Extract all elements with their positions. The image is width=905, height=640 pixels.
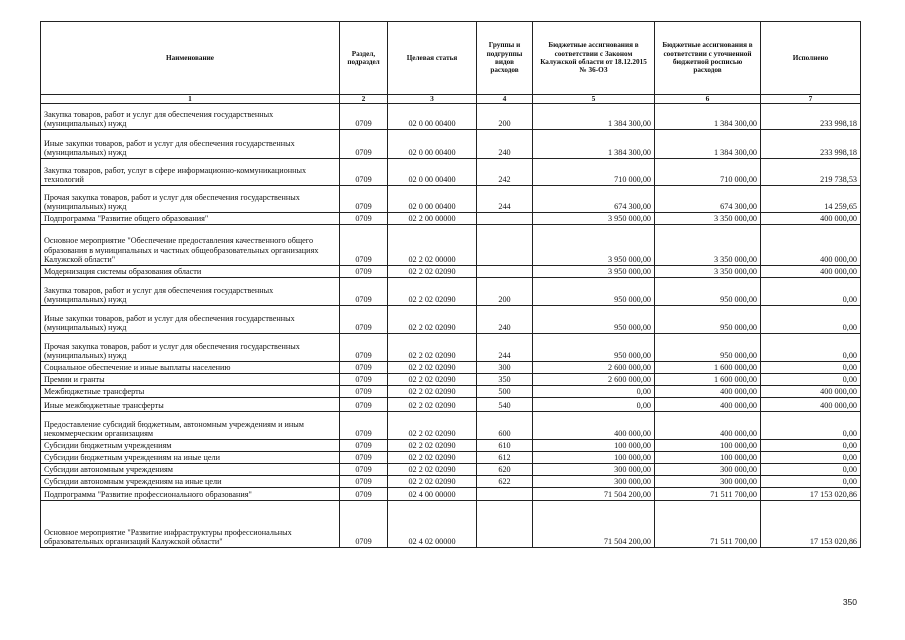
cell-section: 0709 (340, 225, 388, 266)
table-row (41, 186, 861, 213)
cell-law-appropriations: 71 504 200,00 (533, 488, 655, 501)
cell-law-appropriations: 100 000,00 (533, 452, 655, 464)
cell-refined-appropriations: 71 511 700,00 (655, 488, 761, 501)
cell-law-appropriations: 400 000,00 (533, 412, 655, 440)
cell-section: 0709 (340, 374, 388, 386)
cell-refined-appropriations: 300 000,00 (655, 476, 761, 488)
table-header-row (41, 22, 861, 95)
cell-name: Межбюджетные трансферты (41, 386, 340, 398)
cell-executed: 0,00 (761, 362, 861, 374)
cell-law-appropriations: 1 384 300,00 (533, 130, 655, 159)
cell-name: Прочая закупка товаров, работ и услуг для обеспечения государственных (муниципальных) нужд (41, 186, 340, 213)
cell-section: 0709 (340, 501, 388, 548)
cell-target-article: 02 2 00 00000 (388, 213, 477, 225)
cell-section: 0709 (340, 104, 388, 130)
header-section: Раздел, подраздел (340, 22, 388, 95)
cell-refined-appropriations: 71 511 700,00 (655, 501, 761, 548)
cell-executed: 400 000,00 (761, 266, 861, 278)
cell-refined-appropriations: 3 350 000,00 (655, 213, 761, 225)
cell-law-appropriations: 3 950 000,00 (533, 225, 655, 266)
cell-refined-appropriations: 674 300,00 (655, 186, 761, 213)
cell-expense-group: 610 (477, 440, 533, 452)
column-number: 3 (388, 95, 477, 104)
cell-refined-appropriations: 400 000,00 (655, 398, 761, 412)
table-row (41, 476, 861, 488)
cell-executed: 400 000,00 (761, 386, 861, 398)
cell-executed: 0,00 (761, 334, 861, 362)
cell-section: 0709 (340, 306, 388, 334)
cell-section: 0709 (340, 186, 388, 213)
column-number: 1 (41, 95, 340, 104)
cell-expense-group: 200 (477, 278, 533, 306)
cell-executed: 219 738,53 (761, 159, 861, 186)
cell-law-appropriations: 3 950 000,00 (533, 213, 655, 225)
table-row (41, 501, 861, 548)
cell-name: Основное мероприятие "Обеспечение предоставления качественного общего образования в муниципальных и частных общеобразовательных организациях Калужской области" (41, 225, 340, 266)
cell-target-article: 02 0 00 00400 (388, 130, 477, 159)
cell-expense-group: 350 (477, 374, 533, 386)
cell-section: 0709 (340, 412, 388, 440)
cell-expense-group: 244 (477, 334, 533, 362)
cell-law-appropriations: 950 000,00 (533, 306, 655, 334)
cell-executed: 0,00 (761, 476, 861, 488)
cell-expense-group: 622 (477, 476, 533, 488)
cell-expense-group (477, 488, 533, 501)
cell-section: 0709 (340, 440, 388, 452)
cell-expense-group (477, 501, 533, 548)
cell-refined-appropriations: 3 350 000,00 (655, 225, 761, 266)
cell-section: 0709 (340, 213, 388, 225)
cell-refined-appropriations: 1 384 300,00 (655, 130, 761, 159)
header-target-article: Целевая статья (388, 22, 477, 95)
table-row (41, 464, 861, 476)
cell-target-article: 02 0 00 00400 (388, 186, 477, 213)
cell-executed: 14 259,65 (761, 186, 861, 213)
cell-expense-group (477, 213, 533, 225)
cell-target-article: 02 2 02 02090 (388, 278, 477, 306)
cell-refined-appropriations: 400 000,00 (655, 412, 761, 440)
cell-name: Субсидии автономным учреждениям (41, 464, 340, 476)
cell-law-appropriations: 300 000,00 (533, 464, 655, 476)
table-row (41, 213, 861, 225)
cell-target-article: 02 4 00 00000 (388, 488, 477, 501)
cell-name: Подпрограмма "Развитие общего образования" (41, 213, 340, 225)
page-number: 350 (842, 597, 857, 607)
cell-target-article: 02 2 02 00000 (388, 225, 477, 266)
cell-name: Закупка товаров, работ и услуг для обеспечения государственных (муниципальных) нужд (41, 278, 340, 306)
cell-target-article: 02 0 00 00400 (388, 104, 477, 130)
cell-section: 0709 (340, 278, 388, 306)
cell-name: Субсидии автономным учреждениям на иные цели (41, 476, 340, 488)
cell-executed: 233 998,18 (761, 130, 861, 159)
column-number: 2 (340, 95, 388, 104)
cell-section: 0709 (340, 159, 388, 186)
cell-name: Иные закупки товаров, работ и услуг для обеспечения государственных (муниципальных) нужд (41, 130, 340, 159)
cell-expense-group: 240 (477, 306, 533, 334)
table-row (41, 159, 861, 186)
cell-executed: 233 998,18 (761, 104, 861, 130)
cell-section: 0709 (340, 130, 388, 159)
cell-name: Закупка товаров, работ, услуг в сфере информационно-коммуникационных технологий (41, 159, 340, 186)
cell-law-appropriations: 71 504 200,00 (533, 501, 655, 548)
cell-target-article: 02 2 02 02090 (388, 476, 477, 488)
header-law-appropriations: Бюджетные ассигнования в соответствии с Законом Калужской области от 18.12.2015 № 36-ОЗ (533, 22, 655, 95)
cell-executed: 0,00 (761, 440, 861, 452)
table-row (41, 266, 861, 278)
cell-section: 0709 (340, 398, 388, 412)
cell-name: Модернизация системы образования области (41, 266, 340, 278)
cell-expense-group (477, 225, 533, 266)
cell-section: 0709 (340, 386, 388, 398)
cell-expense-group: 242 (477, 159, 533, 186)
cell-refined-appropriations: 950 000,00 (655, 306, 761, 334)
cell-name: Иные межбюджетные трансферты (41, 398, 340, 412)
cell-name: Социальное обеспечение и иные выплаты населению (41, 362, 340, 374)
budget-table-sheet (40, 21, 860, 548)
column-number: 7 (761, 95, 861, 104)
column-number: 4 (477, 95, 533, 104)
cell-name: Прочая закупка товаров, работ и услуг для обеспечения государственных (муниципальных) нужд (41, 334, 340, 362)
budget-execution-table (40, 21, 861, 548)
cell-target-article: 02 2 02 02090 (388, 452, 477, 464)
cell-expense-group: 620 (477, 464, 533, 476)
cell-law-appropriations: 710 000,00 (533, 159, 655, 186)
cell-executed: 400 000,00 (761, 225, 861, 266)
cell-section: 0709 (340, 452, 388, 464)
cell-expense-group: 500 (477, 386, 533, 398)
cell-executed: 0,00 (761, 412, 861, 440)
table-row (41, 386, 861, 398)
table-row (41, 412, 861, 440)
table-row (41, 334, 861, 362)
cell-target-article: 02 4 02 00000 (388, 501, 477, 548)
header-expense-group: Группы и подгруппы видов расходов (477, 22, 533, 95)
cell-law-appropriations: 950 000,00 (533, 278, 655, 306)
table-row (41, 278, 861, 306)
cell-expense-group (477, 266, 533, 278)
cell-executed: 0,00 (761, 464, 861, 476)
cell-expense-group: 244 (477, 186, 533, 213)
cell-target-article: 02 2 02 02090 (388, 306, 477, 334)
column-number-row (41, 95, 861, 104)
cell-name: Предоставление субсидий бюджетным, автономным учреждениям и иным некоммерческим организациям (41, 412, 340, 440)
cell-law-appropriations: 100 000,00 (533, 440, 655, 452)
cell-name: Премии и гранты (41, 374, 340, 386)
table-row (41, 225, 861, 266)
cell-expense-group: 600 (477, 412, 533, 440)
cell-name: Субсидии бюджетным учреждениям (41, 440, 340, 452)
cell-target-article: 02 2 02 02090 (388, 334, 477, 362)
cell-name: Иные закупки товаров, работ и услуг для обеспечения государственных (муниципальных) нужд (41, 306, 340, 334)
table-row (41, 398, 861, 412)
cell-refined-appropriations: 400 000,00 (655, 386, 761, 398)
table-row (41, 362, 861, 374)
cell-refined-appropriations: 300 000,00 (655, 464, 761, 476)
cell-name: Подпрограмма "Развитие профессионального образования" (41, 488, 340, 501)
table-row (41, 452, 861, 464)
table-row (41, 488, 861, 501)
cell-refined-appropriations: 1 600 000,00 (655, 362, 761, 374)
cell-executed: 0,00 (761, 374, 861, 386)
cell-expense-group: 300 (477, 362, 533, 374)
cell-target-article: 02 2 02 02090 (388, 374, 477, 386)
column-number: 6 (655, 95, 761, 104)
cell-target-article: 02 2 02 02090 (388, 362, 477, 374)
cell-law-appropriations: 950 000,00 (533, 334, 655, 362)
cell-expense-group: 612 (477, 452, 533, 464)
cell-executed: 400 000,00 (761, 398, 861, 412)
cell-target-article: 02 2 02 02090 (388, 386, 477, 398)
cell-law-appropriations: 300 000,00 (533, 476, 655, 488)
cell-target-article: 02 2 02 02090 (388, 412, 477, 440)
cell-name: Закупка товаров, работ и услуг для обеспечения государственных (муниципальных) нужд (41, 104, 340, 130)
cell-executed: 0,00 (761, 278, 861, 306)
cell-executed: 0,00 (761, 452, 861, 464)
cell-refined-appropriations: 3 350 000,00 (655, 266, 761, 278)
table-body (41, 104, 861, 548)
cell-executed: 400 000,00 (761, 213, 861, 225)
column-number: 5 (533, 95, 655, 104)
cell-executed: 0,00 (761, 306, 861, 334)
cell-executed: 17 153 020,86 (761, 501, 861, 548)
cell-refined-appropriations: 950 000,00 (655, 334, 761, 362)
cell-target-article: 02 2 02 02090 (388, 440, 477, 452)
cell-law-appropriations: 1 384 300,00 (533, 104, 655, 130)
cell-target-article: 02 2 02 02090 (388, 266, 477, 278)
cell-name: Основное мероприятие "Развитие инфраструктуры профессиональных образовательных организаций Калужской области" (41, 501, 340, 548)
cell-refined-appropriations: 1 384 300,00 (655, 104, 761, 130)
cell-expense-group: 240 (477, 130, 533, 159)
cell-expense-group: 540 (477, 398, 533, 412)
header-refined-appropriations: Бюджетные ассигнования в соответствии с уточненной бюджетной росписью расходов (655, 22, 761, 95)
cell-law-appropriations: 2 600 000,00 (533, 362, 655, 374)
cell-law-appropriations: 0,00 (533, 398, 655, 412)
table-row (41, 440, 861, 452)
cell-law-appropriations: 2 600 000,00 (533, 374, 655, 386)
cell-refined-appropriations: 100 000,00 (655, 440, 761, 452)
cell-section: 0709 (340, 476, 388, 488)
cell-section: 0709 (340, 334, 388, 362)
table-row (41, 104, 861, 130)
cell-target-article: 02 0 00 00400 (388, 159, 477, 186)
cell-refined-appropriations: 1 600 000,00 (655, 374, 761, 386)
cell-name: Субсидии бюджетным учреждениям на иные цели (41, 452, 340, 464)
cell-refined-appropriations: 710 000,00 (655, 159, 761, 186)
cell-refined-appropriations: 950 000,00 (655, 278, 761, 306)
cell-law-appropriations: 3 950 000,00 (533, 266, 655, 278)
cell-executed: 17 153 020,86 (761, 488, 861, 501)
cell-target-article: 02 2 02 02090 (388, 464, 477, 476)
cell-section: 0709 (340, 362, 388, 374)
cell-refined-appropriations: 100 000,00 (655, 452, 761, 464)
cell-expense-group: 200 (477, 104, 533, 130)
cell-law-appropriations: 674 300,00 (533, 186, 655, 213)
header-executed: Исполнено (761, 22, 861, 95)
cell-target-article: 02 2 02 02090 (388, 398, 477, 412)
header-name: Наименование (41, 22, 340, 95)
cell-law-appropriations: 0,00 (533, 386, 655, 398)
table-row (41, 130, 861, 159)
cell-section: 0709 (340, 266, 388, 278)
table-row (41, 374, 861, 386)
table-row (41, 306, 861, 334)
cell-section: 0709 (340, 488, 388, 501)
cell-section: 0709 (340, 464, 388, 476)
